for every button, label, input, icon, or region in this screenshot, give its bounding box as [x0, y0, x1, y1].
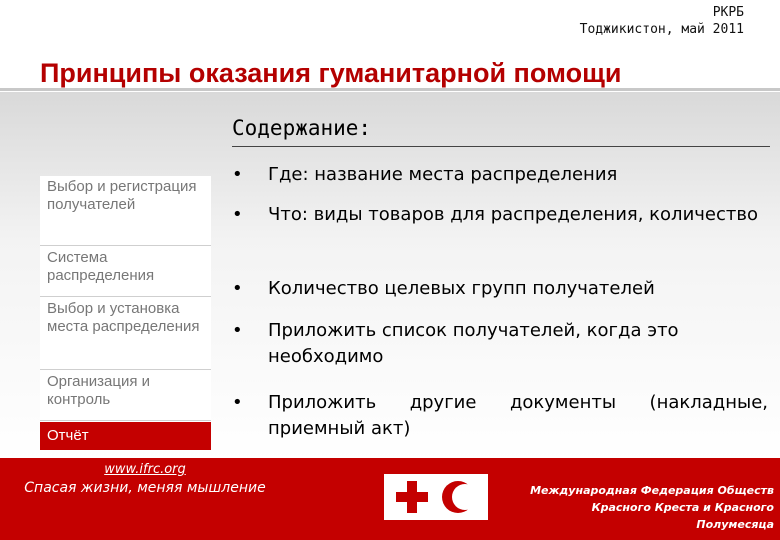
bullet-text: Количество целевых групп получателей	[268, 278, 655, 299]
federation-line-1: Международная Федерация Обществ	[530, 484, 774, 497]
federation-line-2: Красного Креста и Красного Полумесяца	[591, 501, 774, 531]
sidebar-item-distribution-site[interactable]	[40, 298, 211, 370]
red-cross-crescent-logo	[384, 474, 488, 520]
bullet-marker: •	[232, 320, 243, 341]
page-title: Принципы оказания гуманитарной помощи	[40, 58, 622, 88]
footer-slogan: Спасая жизни, меняя мышление	[24, 480, 266, 496]
cross-crescent-icon	[384, 474, 488, 520]
bullet-text: Где: название места распределения	[268, 164, 618, 185]
org-name: РКРБ	[712, 5, 744, 20]
sidebar-item-label: Организация и контроль	[47, 373, 151, 408]
federation-name	[512, 482, 774, 533]
sidebar-item-label: Система распределения	[47, 249, 155, 284]
bullet-text: Что: виды товаров для распределения, количество	[268, 204, 758, 225]
place-date: Toджикистон, май 2011	[579, 22, 744, 37]
sidebar-item-organization[interactable]	[40, 371, 211, 421]
bullet-marker: •	[232, 204, 243, 225]
sidebar-item-registration[interactable]	[40, 176, 211, 246]
title-divider	[0, 88, 780, 91]
website-link[interactable]: www.ifrc.org	[104, 462, 186, 477]
bullet-marker: •	[232, 392, 243, 413]
sidebar-item-report[interactable]	[40, 422, 211, 450]
bullet-marker: •	[232, 278, 243, 299]
bullet-text: Приложить другие документы (накладные, приемный акт)	[268, 392, 768, 439]
bullet-text: Приложить список получателей, когда это необходимо	[268, 320, 679, 367]
sidebar-item-label: Отчёт	[47, 427, 89, 444]
sidebar-item-label: Выбор и регистрация получателей	[47, 178, 197, 213]
sidebar-item-distribution-system[interactable]	[40, 247, 211, 297]
sidebar-item-label: Выбор и установка места распределения	[47, 300, 200, 335]
sidebar	[40, 176, 211, 450]
contents-heading: Содержание:	[232, 116, 372, 140]
header-info	[580, 4, 744, 38]
bullet-marker: •	[232, 164, 243, 185]
contents-divider	[232, 146, 770, 147]
